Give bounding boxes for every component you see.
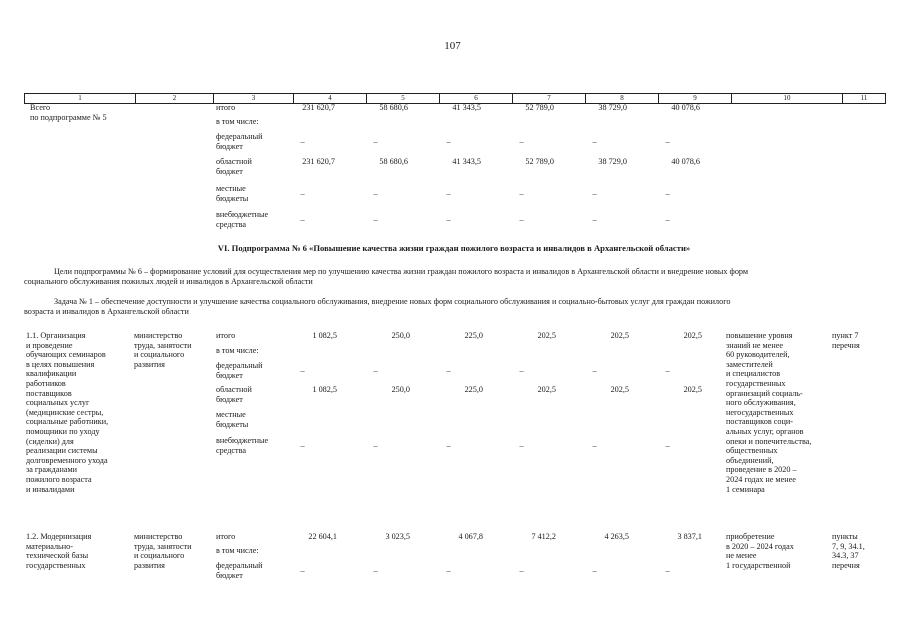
row-label: итого bbox=[216, 331, 236, 340]
value-cell: – bbox=[373, 189, 378, 198]
result-description: ного обслуживания, bbox=[726, 398, 796, 408]
total-label: Всего bbox=[30, 103, 51, 112]
value-cell: 231 620,7 bbox=[302, 103, 335, 112]
value-cell: 202,5 bbox=[537, 385, 556, 394]
row-label: бюджет bbox=[216, 570, 243, 580]
header-col-10: 10 bbox=[731, 94, 842, 103]
result-description: повышение уровня bbox=[726, 331, 793, 340]
value-cell: – bbox=[446, 441, 451, 450]
header-col-3: 3 bbox=[213, 94, 293, 103]
row-label: бюджет bbox=[216, 141, 243, 151]
reference: перечня bbox=[832, 340, 860, 350]
value-cell: 250,0 bbox=[391, 331, 410, 340]
result-description: 1 государственной bbox=[726, 560, 791, 570]
header-col-6: 6 bbox=[439, 94, 512, 103]
header-col-5: 5 bbox=[366, 94, 439, 103]
row-label: в том числе: bbox=[216, 546, 259, 555]
value-cell: – bbox=[300, 441, 305, 450]
row-label: местные bbox=[216, 410, 246, 419]
row-label: бюджеты bbox=[216, 419, 249, 429]
result-description: альных услуг, органов bbox=[726, 427, 804, 436]
row-label: бюджет bbox=[216, 394, 243, 404]
total-label: по подпрограмме № 5 bbox=[30, 112, 107, 122]
result-description: заместителей bbox=[726, 359, 773, 369]
value-cell: 3 023,5 bbox=[385, 532, 410, 541]
row-label: в том числе: bbox=[216, 346, 259, 355]
goal-paragraph-line-1: Цели подпрограммы № 6 – формирование условий для осуществления мер по улучшению качества жизни граждан пожилого возраста и инвалидов в Архангельской области и внедрение новых форм bbox=[54, 267, 749, 276]
value-cell: 7 412,2 bbox=[531, 532, 556, 541]
task-paragraph-line-1: Задача № 1 – обеспечение доступности и улучшение качества социального обслуживания, внедрение новых форм социального обслуживания и социально-бытовых услуг для граждан пожилого bbox=[54, 297, 731, 306]
value-cell: – bbox=[300, 189, 305, 198]
result-description: 60 руководителей, bbox=[726, 350, 790, 360]
executor: развития bbox=[134, 359, 165, 369]
value-cell: – bbox=[519, 137, 524, 146]
value-cell: – bbox=[300, 366, 305, 375]
result-description: и специалистов bbox=[726, 369, 781, 379]
value-cell: 1 082,5 bbox=[312, 331, 337, 340]
row-label: итого bbox=[216, 532, 236, 541]
measure-name: социальные работники, bbox=[26, 417, 109, 427]
value-cell: 38 729,0 bbox=[598, 157, 627, 166]
value-cell: – bbox=[665, 441, 670, 450]
section-title: VI. Подпрограмма № 6 «Повышение качества жизни граждан пожилого возраста и инвалидов в Архангельской области» bbox=[217, 243, 691, 253]
row-label: областной bbox=[216, 157, 252, 166]
value-cell: – bbox=[373, 215, 378, 224]
result-description: не менее bbox=[726, 551, 757, 561]
value-cell: 4 263,5 bbox=[604, 532, 629, 541]
value-cell: 202,5 bbox=[610, 331, 629, 340]
value-cell: 40 078,6 bbox=[671, 157, 700, 166]
value-cell: 41 343,5 bbox=[452, 103, 481, 112]
result-description: в 2020 – 2024 годах bbox=[726, 541, 794, 551]
measure-name: материально- bbox=[26, 541, 73, 551]
row-label: местные bbox=[216, 184, 246, 193]
row-label: бюджеты bbox=[216, 193, 249, 203]
row-label: внебюджетные bbox=[216, 436, 269, 445]
measure-name: за гражданами bbox=[26, 465, 78, 475]
page-number: 107 bbox=[444, 40, 461, 52]
executor: и социального bbox=[134, 350, 185, 360]
result-description: приобретение bbox=[726, 532, 775, 541]
measure-name: (медицинские сестры, bbox=[26, 407, 104, 417]
measure-name: 1.2. Модернизация bbox=[26, 532, 92, 541]
row-label: в том числе: bbox=[216, 117, 259, 126]
executor: и социального bbox=[134, 551, 185, 561]
value-cell: 52 789,0 bbox=[525, 103, 554, 112]
value-cell: 202,5 bbox=[683, 385, 702, 394]
row-label: средства bbox=[216, 219, 247, 229]
result-description: знаний не менее bbox=[726, 340, 783, 350]
value-cell: 231 620,7 bbox=[302, 157, 335, 166]
measure-name: и проведение bbox=[26, 340, 73, 350]
row-label: средства bbox=[216, 445, 247, 455]
measure-name: социальных услуг bbox=[26, 398, 90, 408]
reference: 7, 9, 34.1, bbox=[832, 541, 865, 551]
value-cell: 41 343,5 bbox=[452, 157, 481, 166]
result-description: проведение в 2020 – bbox=[726, 465, 797, 475]
value-cell: – bbox=[519, 215, 524, 224]
value-cell: 3 837,1 bbox=[677, 532, 702, 541]
value-cell: 38 729,0 bbox=[598, 103, 627, 112]
value-cell: 58 680,6 bbox=[379, 157, 408, 166]
reference: пункт 7 bbox=[832, 331, 859, 340]
value-cell: – bbox=[665, 189, 670, 198]
row-label: федеральный bbox=[216, 361, 263, 370]
value-cell: 250,0 bbox=[391, 385, 410, 394]
measure-name: и инвалидами bbox=[26, 484, 75, 494]
value-cell: – bbox=[373, 566, 378, 575]
value-cell: – bbox=[665, 215, 670, 224]
value-cell: – bbox=[446, 215, 451, 224]
value-cell: – bbox=[665, 566, 670, 575]
executor: министерство bbox=[134, 331, 183, 340]
result-description: опеки и попечительства, bbox=[726, 436, 812, 446]
result-description: государственных bbox=[726, 379, 786, 388]
value-cell: 202,5 bbox=[683, 331, 702, 340]
value-cell: – bbox=[446, 366, 451, 375]
goal-paragraph bbox=[24, 267, 884, 287]
row-label: бюджет bbox=[216, 166, 243, 176]
value-cell: – bbox=[592, 215, 597, 224]
header-col-8: 8 bbox=[585, 94, 658, 103]
value-cell: – bbox=[300, 566, 305, 575]
result-description: поставщиков соци- bbox=[726, 417, 793, 427]
result-description: общественных bbox=[726, 446, 778, 456]
value-cell: – bbox=[373, 441, 378, 450]
value-cell: – bbox=[592, 566, 597, 575]
row-label: федеральный bbox=[216, 132, 263, 141]
task-paragraph bbox=[24, 297, 884, 317]
value-cell: – bbox=[446, 566, 451, 575]
reference: пункты bbox=[832, 532, 858, 541]
row-label: бюджет bbox=[216, 370, 243, 380]
value-cell: – bbox=[300, 137, 305, 146]
measure-name: реализации системы bbox=[26, 446, 98, 456]
header-col-4: 4 bbox=[293, 94, 366, 103]
result-description: объединений, bbox=[726, 455, 774, 465]
value-cell: 1 082,5 bbox=[312, 385, 337, 394]
result-description: негосударственных bbox=[726, 407, 794, 417]
value-cell: – bbox=[665, 137, 670, 146]
header-col-7: 7 bbox=[512, 94, 585, 103]
row-label: областной bbox=[216, 385, 252, 394]
executor: министерство bbox=[134, 532, 183, 541]
value-cell: – bbox=[592, 189, 597, 198]
value-cell: – bbox=[592, 441, 597, 450]
measure-name: 1.1. Организация bbox=[26, 331, 86, 340]
executor: труда, занятости bbox=[134, 541, 192, 551]
measure-name: в целях повышения bbox=[26, 359, 95, 369]
value-cell: – bbox=[300, 215, 305, 224]
value-cell: 225,0 bbox=[464, 331, 483, 340]
value-cell: 52 789,0 bbox=[525, 157, 554, 166]
value-cell: – bbox=[519, 441, 524, 450]
executor: развития bbox=[134, 560, 165, 570]
value-cell: – bbox=[373, 137, 378, 146]
value-cell: 202,5 bbox=[610, 385, 629, 394]
executor: труда, занятости bbox=[134, 340, 192, 350]
task-paragraph-line-2: возраста и инвалидов в Архангельской области bbox=[24, 307, 189, 316]
measure-name: (сиделки) для bbox=[26, 436, 74, 446]
measure-name: долговременного ухода bbox=[26, 455, 108, 465]
goal-paragraph-line-2: социального обслуживания пожилых людей и инвалидов в Архангельской области bbox=[24, 277, 313, 286]
measure-name: поставщиков bbox=[26, 388, 72, 398]
measure-name: технической базы bbox=[26, 551, 89, 561]
reference: перечня bbox=[832, 560, 860, 570]
header-col-1: 1 bbox=[78, 94, 82, 102]
value-cell: – bbox=[665, 366, 670, 375]
row-label: итого bbox=[216, 103, 236, 112]
measure-name: помощники по уходу bbox=[26, 427, 100, 436]
row-label: федеральный bbox=[216, 561, 263, 570]
measure-name: работников bbox=[26, 379, 66, 388]
value-cell: – bbox=[592, 366, 597, 375]
measure-name: квалификации bbox=[26, 369, 77, 379]
header-col-2: 2 bbox=[135, 94, 213, 103]
value-cell: – bbox=[519, 566, 524, 575]
reference: 34.3, 37 bbox=[832, 551, 859, 561]
row-label: внебюджетные bbox=[216, 210, 269, 219]
value-cell: – bbox=[446, 189, 451, 198]
value-cell: – bbox=[519, 189, 524, 198]
value-cell: 58 680,6 bbox=[379, 103, 408, 112]
result-description: 2024 годах не менее bbox=[726, 475, 796, 484]
value-cell: 225,0 bbox=[464, 385, 483, 394]
value-cell: 4 067,8 bbox=[458, 532, 483, 541]
value-cell: – bbox=[519, 366, 524, 375]
header-col-11: 11 bbox=[842, 94, 885, 103]
result-description: 1 семинара bbox=[726, 484, 765, 494]
value-cell: 22 604,1 bbox=[308, 532, 337, 541]
measure-name: пожилого возраста bbox=[26, 475, 92, 484]
header-col-9: 9 bbox=[658, 94, 731, 103]
value-cell: 202,5 bbox=[537, 331, 556, 340]
value-cell: – bbox=[446, 137, 451, 146]
value-cell: – bbox=[373, 366, 378, 375]
measure-name: обучающих семинаров bbox=[26, 350, 106, 360]
value-cell: – bbox=[592, 137, 597, 146]
result-description: организаций социаль- bbox=[726, 388, 803, 398]
measure-name: государственных bbox=[26, 560, 86, 570]
value-cell: 40 078,6 bbox=[671, 103, 700, 112]
